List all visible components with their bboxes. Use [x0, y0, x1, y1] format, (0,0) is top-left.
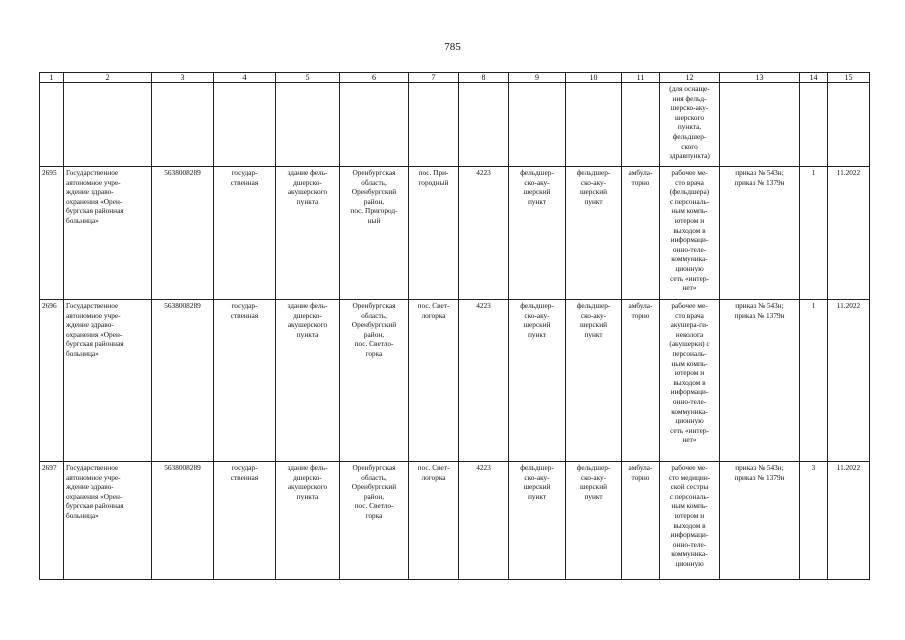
equipment-cell: рабочее ме- сто медицин- ской сестры с персональ- ным компь- ютером и выходом в информаци- онно-теле- коммуника- ционную	[660, 462, 720, 580]
column-number: 4	[214, 73, 276, 83]
column-number: 5	[276, 73, 340, 83]
code-cell: 4223	[459, 462, 509, 580]
settlement-cell: пос. Свет- логорка	[409, 462, 459, 580]
column-number: 14	[800, 73, 828, 83]
registry-table	[39, 72, 870, 580]
date-cell: 11.2022	[828, 462, 870, 580]
order-cell: приказ № 543н; приказ № 1379н	[720, 462, 800, 580]
building-cell: здание фель- дшерско- акушерского пункта	[276, 167, 340, 300]
ownership-cell: государ- ственная	[214, 462, 276, 580]
column-number: 6	[340, 73, 409, 83]
table-row	[40, 167, 870, 300]
organization-cell: Государственное автономное учре- ждение здраво- охранения «Орен- бургская районная больница»	[64, 462, 152, 580]
column-number: 3	[152, 73, 214, 83]
page-number: 785	[444, 41, 461, 53]
inn-cell: 5638008289	[152, 167, 214, 300]
column-number: 9	[509, 73, 566, 83]
order-cell: приказ № 543н; приказ № 1379н	[720, 300, 800, 462]
row-number: 2697	[40, 462, 64, 580]
ownership-cell: государ- ственная	[214, 167, 276, 300]
address-cell: Оренбургская область, Оренбургский район, пос. Светло- горка	[340, 462, 409, 580]
organization-cell: Государственное автономное учре- ждение здраво- охранения «Орен- бургская районная больница»	[64, 167, 152, 300]
column-number: 11	[622, 73, 660, 83]
column-number: 13	[720, 73, 800, 83]
code-cell: 4223	[459, 300, 509, 462]
equipment-cell: рабочее ме- сто врача акушера-ги- неколога (акушерки) с персональ- ным компь- ютером и выходом в информаци- онно-теле- коммуника- ционную сеть «интер- нет»	[660, 300, 720, 462]
address-cell: Оренбургская область, Оренбургский район, пос. Пригород- ный	[340, 167, 409, 300]
continuation-row	[40, 83, 870, 167]
column-number: 7	[409, 73, 459, 83]
table-row	[40, 462, 870, 580]
date-cell: 11.2022	[828, 300, 870, 462]
building-cell: здание фель- дшерско- акушерского пункта	[276, 300, 340, 462]
row-number: 2696	[40, 300, 64, 462]
facility-subtype-cell: фельдшер- ско-аку- шерский пункт	[566, 300, 622, 462]
equipment-cell: рабочее ме- сто врача (фельдшера) с персональ- ным компь- ютером и выходом в информаци- онно-теле- коммуника- ционную сеть «интер- нет»	[660, 167, 720, 300]
quantity-cell: 1	[800, 167, 828, 300]
ownership-cell: государ- ственная	[214, 300, 276, 462]
column-number: 10	[566, 73, 622, 83]
settlement-cell: пос. Свет- логорка	[409, 300, 459, 462]
equipment-cell-continued: (для оснаще- ния фельд- шерско-аку- шерского пункта, фельдшер- ского здравпункта)	[660, 83, 720, 167]
row-number: 2695	[40, 167, 64, 300]
column-number: 8	[459, 73, 509, 83]
facility-type-cell: фельдшер- ско-аку- шерский пункт	[509, 167, 566, 300]
facility-subtype-cell: фельдшер- ско-аку- шерский пункт	[566, 167, 622, 300]
building-cell: здание фель- дшерско- акушерского пункта	[276, 462, 340, 580]
order-cell: приказ № 543н; приказ № 1379н	[720, 167, 800, 300]
facility-type-cell: фельдшер- ско-аку- шерский пункт	[509, 300, 566, 462]
quantity-cell: 1	[800, 300, 828, 462]
organization-cell: Государственное автономное учре- ждение здраво- охранения «Орен- бургская районная больница»	[64, 300, 152, 462]
table-row	[40, 300, 870, 462]
column-number: 2	[64, 73, 152, 83]
quantity-cell: 3	[800, 462, 828, 580]
settlement-cell: пос. При- городный	[409, 167, 459, 300]
facility-type-cell: фельдшер- ско-аку- шерский пункт	[509, 462, 566, 580]
inn-cell: 5638008289	[152, 462, 214, 580]
facility-subtype-cell: фельдшер- ско-аку- шерский пункт	[566, 462, 622, 580]
column-number: 1	[40, 73, 64, 83]
column-number: 15	[828, 73, 870, 83]
care-form-cell: амбула- торно	[622, 300, 660, 462]
care-form-cell: амбула- торно	[622, 462, 660, 580]
code-cell: 4223	[459, 167, 509, 300]
address-cell: Оренбургская область, Оренбургский район, пос. Светло- горка	[340, 300, 409, 462]
column-number: 12	[660, 73, 720, 83]
inn-cell: 5638008289	[152, 300, 214, 462]
care-form-cell: амбула- торно	[622, 167, 660, 300]
column-number-row	[40, 73, 870, 83]
date-cell: 11.2022	[828, 167, 870, 300]
